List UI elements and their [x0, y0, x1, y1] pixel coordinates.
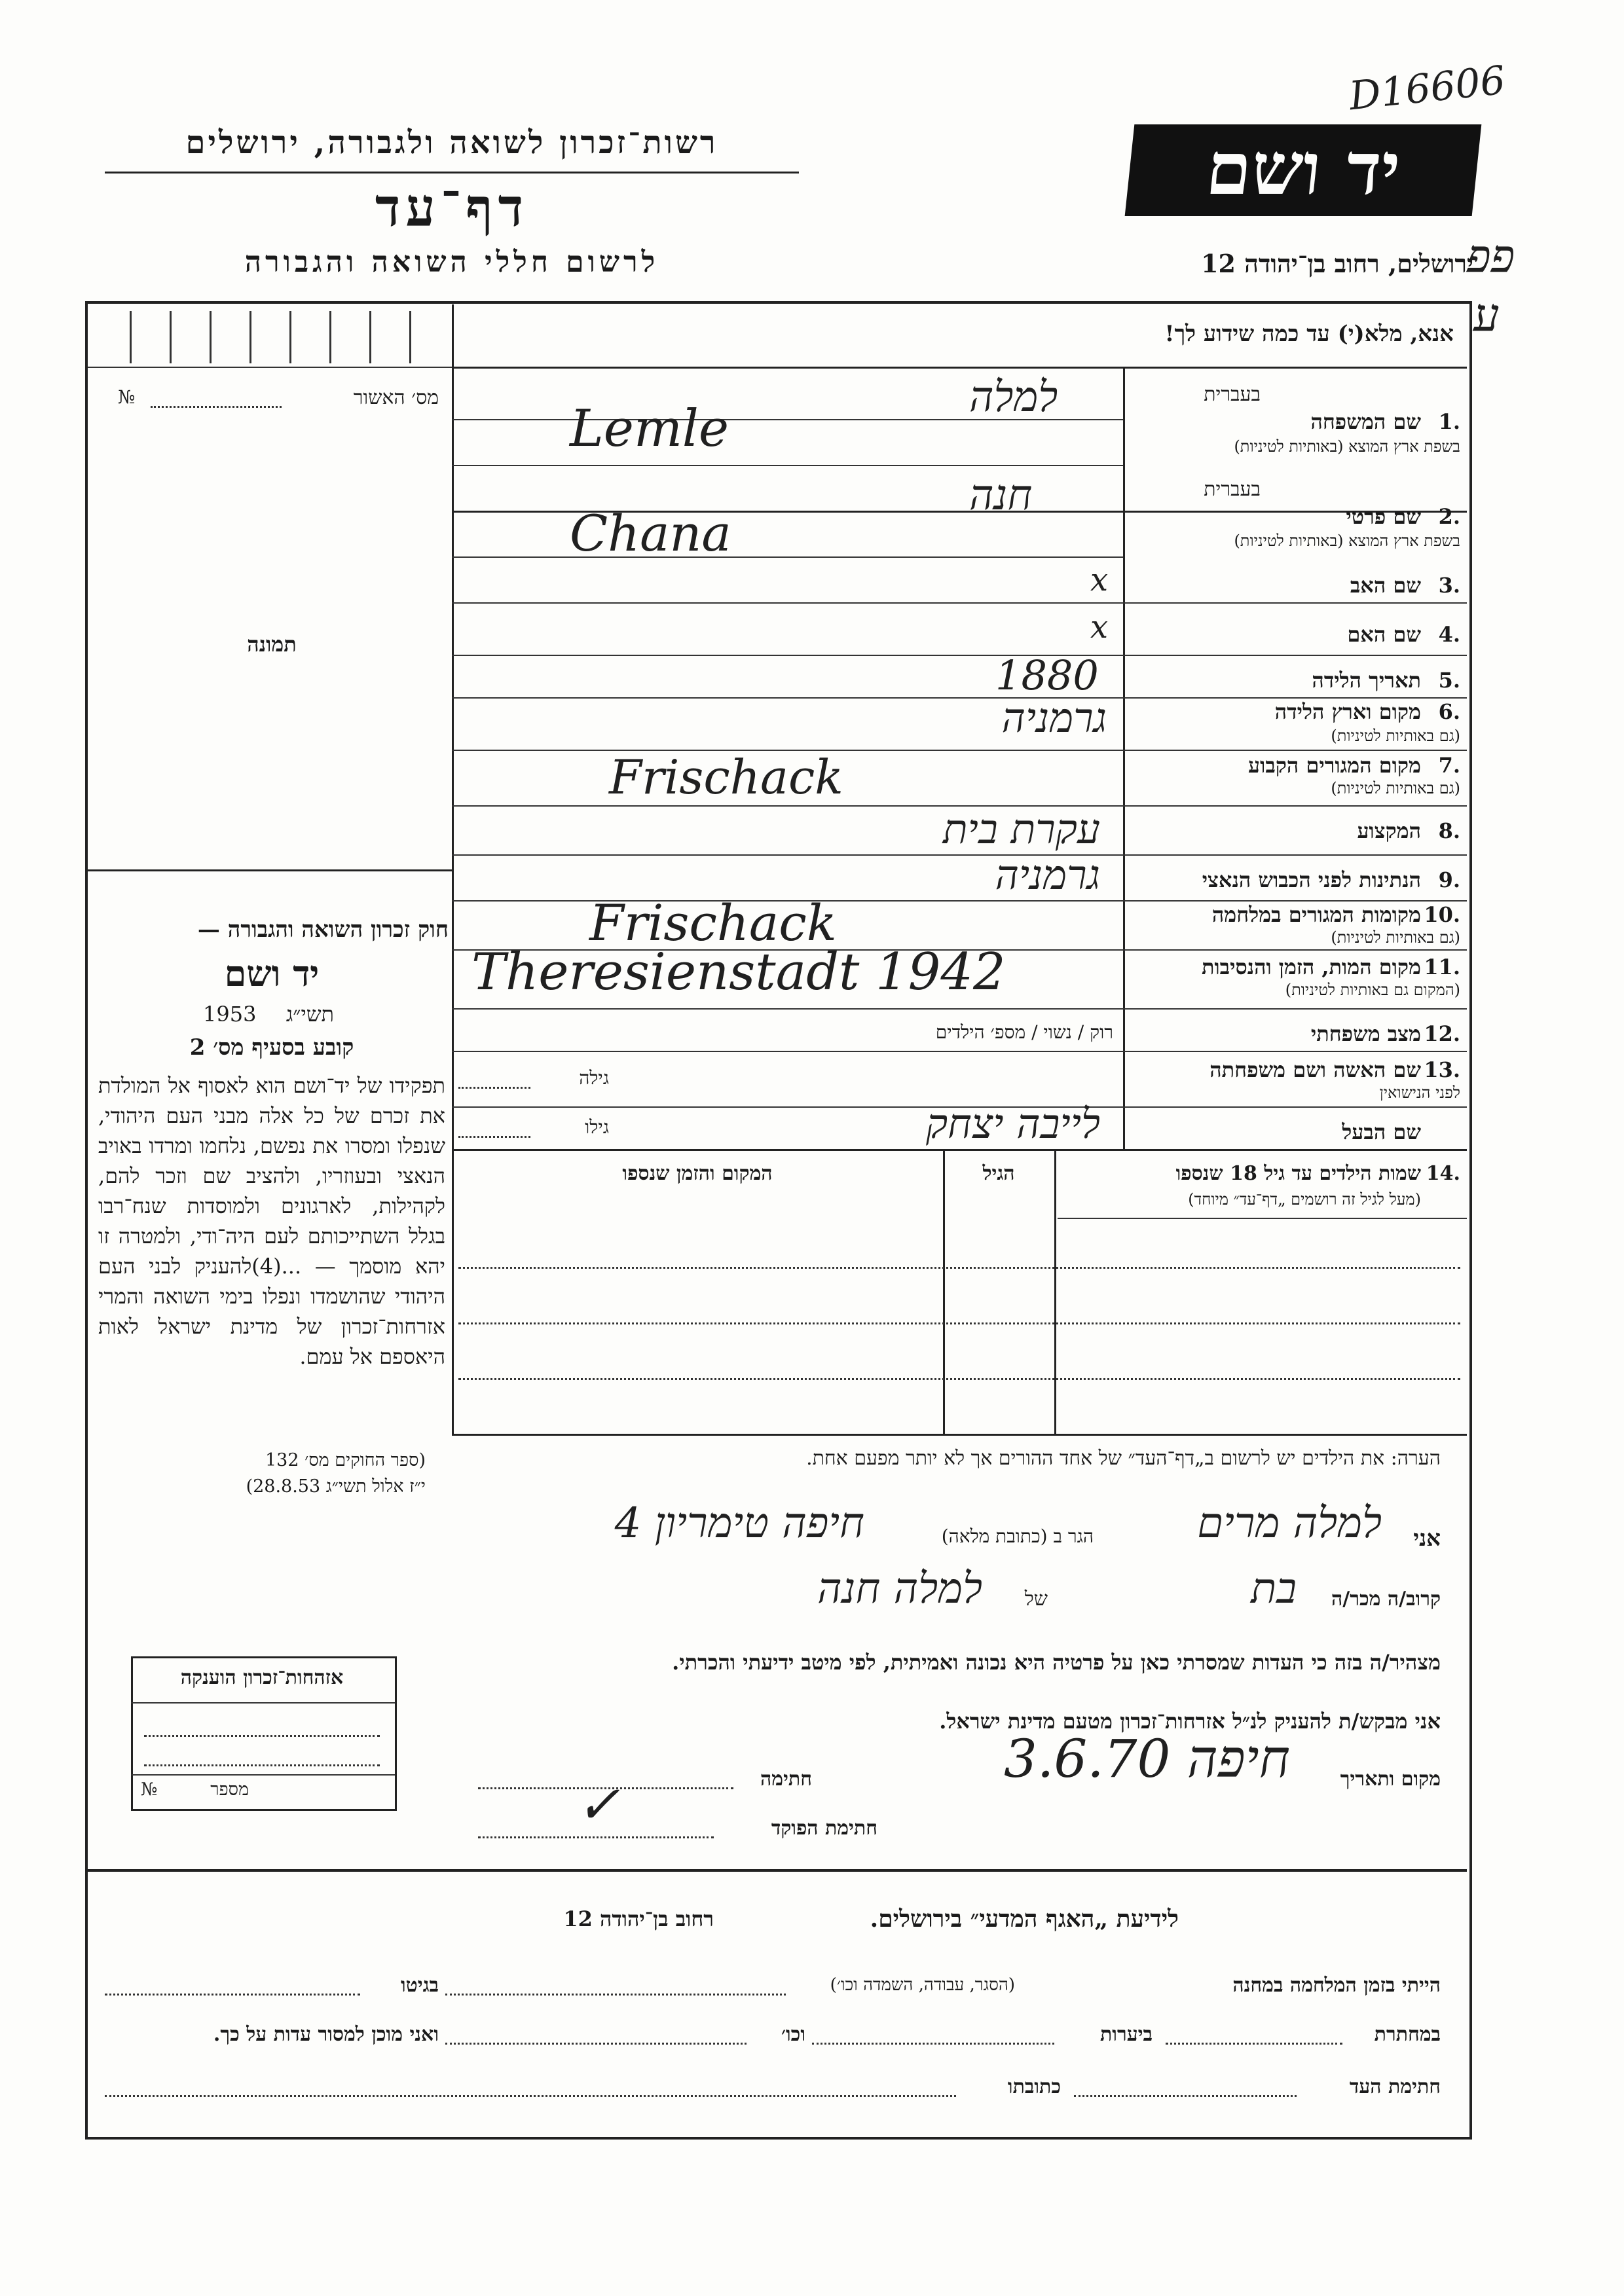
field-1-number: 1.: [1438, 409, 1460, 434]
row-rule: [452, 556, 1123, 558]
field-9-label: הנתינות לפני הכבוש הנאצי: [1202, 867, 1421, 892]
field-1-value-latin[interactable]: Lemle: [570, 399, 729, 458]
row-rule: [452, 750, 1467, 751]
footer-testimony-text: ואני מוכן למסור עדות על כך.: [213, 2023, 439, 2046]
children-row[interactable]: [458, 1378, 1460, 1380]
law-year: 1953: [203, 1002, 257, 1027]
field-7-value[interactable]: Frischack: [609, 750, 843, 805]
page-subtitle: לרשום חללי השואה והגבורה: [244, 246, 659, 279]
field-2-value-latin[interactable]: Chana: [570, 504, 731, 562]
footer-witness-signature-field[interactable]: [1074, 2095, 1297, 2097]
footer-etc-label: וכו׳: [781, 2023, 805, 2046]
citizenship-number-rule: [131, 1774, 395, 1776]
footer-underground-label: במחתרת: [1374, 2023, 1441, 2046]
field-2-number: 2.: [1438, 504, 1460, 529]
footer-address-field[interactable]: [105, 2095, 956, 2097]
officer-signature: ✓: [576, 1774, 621, 1835]
law-year-hebrew: תשי״ג: [286, 1002, 334, 1027]
field-2-sub: בשפת ארץ המוצא (באותיות לטיניות): [1234, 532, 1460, 550]
children-col-divider: [1054, 1149, 1056, 1434]
law-reference: (ספר החוקים מס׳ 132: [265, 1450, 426, 1470]
address: ירושלים, רחוב בן־יהודה 12: [1201, 249, 1473, 278]
children-label: שמות הילדים עד גיל 18 שנספו: [1175, 1162, 1421, 1185]
husband-age-field[interactable]: [458, 1136, 530, 1138]
footer-underground-field[interactable]: [1166, 2043, 1342, 2045]
footer-camp-sub: (הסגר, עבודה, השמדה וכו׳): [830, 1975, 1015, 1995]
tick-marks: [92, 311, 445, 363]
field-5-label: תאריך הלידה: [1312, 668, 1421, 693]
row-rule: [452, 655, 1467, 656]
field-1-tag: בעברית: [1204, 383, 1261, 406]
children-row[interactable]: [458, 1322, 1460, 1324]
field-2-label: שם פרטי: [1346, 504, 1421, 529]
approval-number-field[interactable]: [151, 406, 282, 408]
footer-camp-field[interactable]: [445, 1994, 786, 1995]
approval-label: מס׳ האשור: [353, 386, 439, 409]
citizenship-box-title: אזהחות־זכרון הוענקה: [180, 1666, 344, 1689]
field-3-label: שם האב: [1350, 573, 1421, 598]
row-rule: [452, 1008, 1467, 1010]
margin-mark: פפ: [1467, 229, 1515, 283]
footer-forests-field[interactable]: [812, 2043, 1054, 2045]
row-rule: [452, 465, 1123, 466]
approval-no-mark: №: [118, 386, 136, 408]
law-name: יד ושם: [224, 953, 320, 994]
field-7-sub: (גם באותיות לטיניות): [1331, 779, 1460, 797]
relation-label: קרוב/ה מכר/ה: [1331, 1588, 1441, 1611]
footer-ghetto-label: בגיטו: [400, 1974, 439, 1997]
photo-bottom-rule: [88, 869, 452, 871]
citizenship-number-label: מספר: [210, 1779, 249, 1800]
field-12-number: 12.: [1424, 1021, 1460, 1046]
form-instruction: אנא, מלא(י) עד כמה שידוע לך!: [1164, 321, 1454, 347]
instruction-rule: [452, 367, 1467, 369]
photo-label: תמונה: [247, 632, 297, 657]
citizenship-title-rule: [131, 1702, 395, 1704]
footer-rule: [88, 1869, 1467, 1872]
field-6-value[interactable]: גרמניה: [1001, 694, 1107, 742]
field-3-number: 3.: [1438, 573, 1460, 598]
field-13-sub: לפני הנישואין: [1379, 1084, 1460, 1102]
field-10-sub: (גם באותיות לטיניות): [1331, 928, 1460, 947]
left-top-row: [88, 367, 452, 368]
field-10-number: 10.: [1424, 902, 1460, 927]
footer-title: לידיעת „האגף המדעי״ בירושלים.: [870, 1905, 1179, 1933]
field-9-number: 9.: [1438, 867, 1460, 892]
field-2-value-hebrew[interactable]: חנה: [969, 471, 1033, 520]
header-rule: [105, 172, 799, 173]
logo-text: יד ושם: [1202, 126, 1405, 211]
page-title: דף־עד: [375, 177, 529, 238]
field-11-value[interactable]: Theresienstadt 1942: [471, 943, 1006, 1002]
footer-camp-label: הייתי בזמן המלחמה במחנה: [1232, 1974, 1441, 1997]
field-11-number: 11.: [1424, 955, 1460, 979]
field-4-number: 4.: [1438, 622, 1460, 647]
husband-label: שם הבעל: [1342, 1120, 1421, 1144]
field-5-value[interactable]: 1880: [995, 651, 1099, 699]
field-6-sub: (גם באותיות לטיניות): [1331, 727, 1460, 745]
field-5-number: 5.: [1438, 668, 1460, 693]
row-rule: [452, 1149, 1467, 1151]
field-10-label: מקומות המגורים במלחמה: [1211, 902, 1421, 927]
label-column-divider: [1123, 367, 1125, 1149]
field-12-options[interactable]: רוק / נשוי / מספ׳ הילדים: [935, 1021, 1113, 1043]
address-label: הגר ב (כתובת מלאה): [941, 1525, 1094, 1547]
declarant-label: אני: [1413, 1525, 1441, 1552]
children-bottom-rule: [452, 1434, 1467, 1436]
left-column-divider: [452, 304, 454, 1434]
relation-value[interactable]: בת: [1251, 1565, 1297, 1613]
footer-forests-label: ביערות: [1099, 2023, 1153, 2046]
husband-value[interactable]: לייבה יצחק: [925, 1100, 1100, 1148]
field-1-value-hebrew[interactable]: למלה: [969, 373, 1058, 422]
children-col-age: הגיל: [982, 1162, 1015, 1185]
field-4-label: שם האם: [1347, 622, 1421, 647]
field-1-label: שם המשפחה: [1310, 409, 1421, 434]
children-row[interactable]: [458, 1267, 1460, 1269]
address-value[interactable]: חיפה טימריון 4: [614, 1499, 864, 1548]
field-6-number: 6.: [1438, 699, 1460, 724]
field-11-sub: (המקום גם באותיות לטיניות): [1285, 981, 1460, 999]
row-rule: [452, 602, 1467, 604]
field-7-number: 7.: [1438, 753, 1460, 778]
husband-age-label: גילו: [585, 1116, 609, 1138]
archive-stamp-number: D16606: [1346, 57, 1507, 120]
declaration-text: מצהיר/ה בזה כי העדות שמסרתי כאן על פרטיה היא נכונה ואמיתית, לפי מיטב ידיעתי והכרתי.: [672, 1650, 1441, 1675]
law-reference-date: י״ז אלול תשי״ג 28.8.53): [246, 1476, 426, 1497]
law-text: תפקידו של יד־ושם הוא לאסוף אל המולדת את זכרם של כל אלה מבני העם היהודי, שנפלו ומסרו את נפשם, נלחמו ומרדו באויב הנאצי ובעוזריו, ולהציב שם וזכר להם, לקהילות, לארגונים ולמוסדות שנח־רבו בגלל השתייכותם לעם היה־ודי, ולמטרה זו יהא מוסמך — ...(4)להעניק לבני העם היהודי שהושמדו ונפלו בימי השואה והמרי אזרחות־זכרון של מדינת ישראל לאות היאספם אל עמם.: [98, 1073, 446, 1369]
footer-address-label: כתובתו: [1007, 2075, 1061, 2098]
children-number: 14.: [1426, 1162, 1460, 1185]
field-13-age-label: גילה: [579, 1067, 609, 1089]
field-7-label: מקום המגורים הקבוע: [1248, 753, 1421, 778]
footer-witness-signature-label: חתימת העד: [1349, 2075, 1441, 2098]
field-8-value[interactable]: עקרת בית: [942, 805, 1100, 853]
field-13-number: 13.: [1424, 1057, 1460, 1082]
field-13-label: שם האשה ושם משפחתה: [1209, 1057, 1421, 1082]
field-1-sub: בשפת ארץ המוצא (באותיות לטיניות): [1234, 437, 1460, 456]
citizenship-line[interactable]: [144, 1764, 380, 1766]
field-3-value[interactable]: x: [1090, 562, 1109, 598]
law-section: קובע בסעיף מס׳ 2: [189, 1034, 354, 1061]
field-8-label: המקצוע: [1357, 818, 1421, 843]
children-sub: (מעל לגיל זה רושמים „דף־עד״ מיוחד): [1188, 1190, 1421, 1209]
declarant-value[interactable]: למלה מרים: [1197, 1499, 1382, 1548]
of-value[interactable]: למלה חנה: [817, 1565, 982, 1613]
officer-signature-field[interactable]: [478, 1836, 714, 1838]
footer-ghetto-field[interactable]: [105, 1994, 360, 1995]
place-date-label: מקום ותאריך: [1340, 1768, 1441, 1791]
field-8-number: 8.: [1438, 818, 1460, 843]
field-2-tag: בעברית: [1204, 478, 1261, 501]
authority-name: רשות־זכרון לשואה ולגבורה, ירושלים: [185, 124, 718, 161]
note: הערה: את הילדים יש לרשום ב„דף־העד״ של אחד ההורים אך לא יותר מפעם אחת.: [806, 1447, 1441, 1470]
field-6-label: מקום וארץ הלידה: [1274, 699, 1421, 724]
footer-etc-field[interactable]: [445, 2043, 747, 2045]
field-10-value[interactable]: Frischack: [589, 894, 837, 952]
children-header-rule: [1058, 1218, 1467, 1219]
of-label: של: [1024, 1588, 1048, 1611]
field-12-label: מצב משפחתי: [1310, 1021, 1421, 1046]
margin-mark: ע: [1473, 288, 1500, 342]
law-title: חוק זכרון השואה והגבורה —: [197, 917, 449, 943]
children-col-place: המקום והזמן שנספו: [622, 1162, 773, 1185]
field-4-value[interactable]: x: [1090, 609, 1109, 646]
signature-label: חתימה: [760, 1768, 812, 1791]
place-date-value[interactable]: חיפה 3.6.70: [1004, 1728, 1290, 1789]
citizenship-line[interactable]: [144, 1735, 380, 1737]
field-9-value[interactable]: גרמניה: [995, 851, 1100, 899]
citizenship-no-mark: №: [141, 1779, 158, 1800]
yad-vashem-logo: [1125, 124, 1482, 216]
field-13-age-field[interactable]: [458, 1087, 530, 1089]
children-col-divider: [943, 1149, 945, 1434]
footer-address: רחוב בן־יהודה 12: [563, 1906, 714, 1931]
field-11-label: מקום המות, הזמן והנסיבות: [1201, 955, 1421, 979]
officer-label: חתימת הפוקד: [771, 1817, 877, 1840]
request-text: אני מבקש/ת להעניק לנ״ל אזרחות־זכרון מטעם מדינת ישראל.: [939, 1709, 1441, 1734]
row-rule: [452, 1051, 1467, 1052]
